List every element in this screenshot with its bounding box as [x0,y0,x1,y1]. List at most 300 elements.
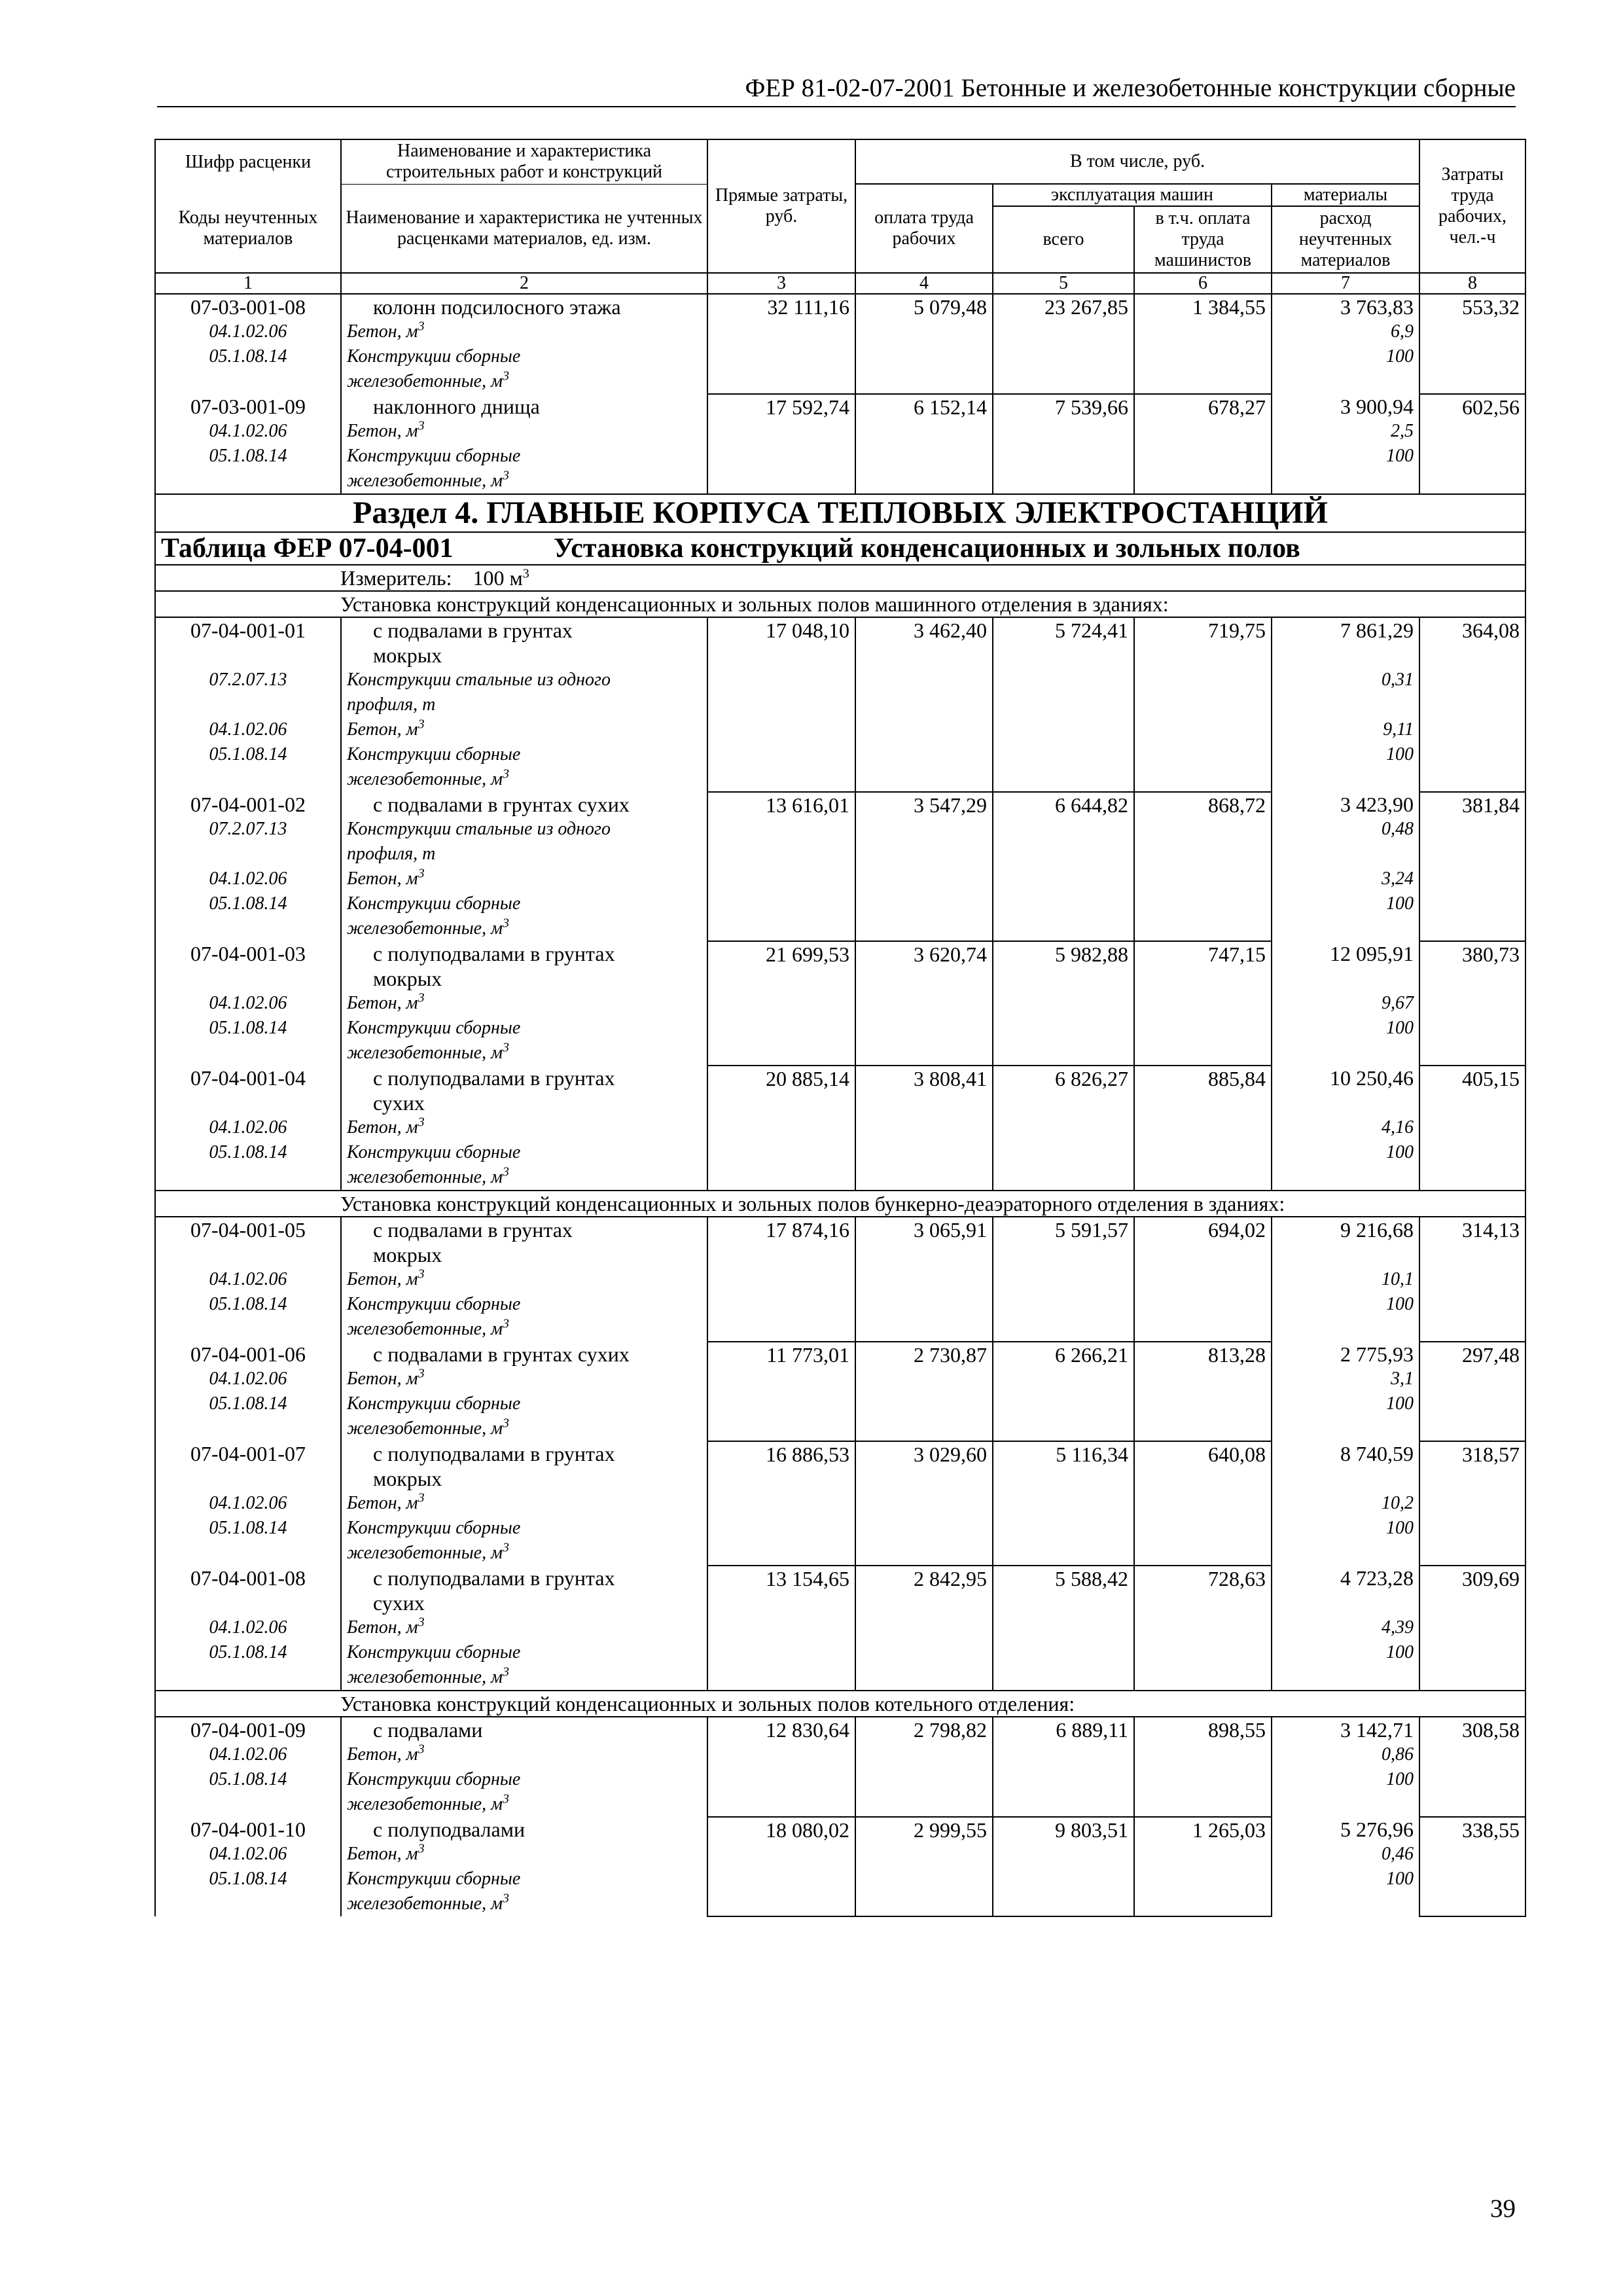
unit-sup: 3 [502,1541,509,1555]
material-code: 05.1.08.14 [209,744,287,764]
materials-cell [1272,1491,1419,1516]
material-code: 05.1.08.14 [209,893,287,914]
work-name: с подвалами в грунтах [373,619,573,642]
rate-code-cell [155,1090,341,1115]
work-name-cell [341,1016,707,1041]
materials-cell [1272,668,1419,692]
work-name-cell [341,1817,707,1842]
measure-sup: 3 [522,566,529,581]
table-row [155,294,1525,319]
material-name: профиля, т [347,844,436,864]
value-labor: 405,15 [1419,1066,1525,1191]
rate-code-cell [155,692,341,717]
rate-code-cell [155,1892,341,1916]
work-name-cell [341,1292,707,1317]
value-labor: 309,69 [1419,1566,1525,1691]
col-num: 3 [707,273,855,294]
material-qty: 100 [1386,893,1414,914]
value-direct: 13 616,01 [707,792,855,941]
unit-sup: 3 [502,369,509,384]
materials-cell [1272,842,1419,867]
work-name: с подвалами в грунтах сухих [373,1342,630,1366]
material-name: железобетонные, м [347,918,503,939]
rate-code-cell [155,1416,341,1441]
work-name-cont: мокрых [373,1243,442,1266]
work-name-cell [341,916,707,941]
work-name-cell [341,469,707,494]
value-machw: 813,28 [1134,1342,1272,1441]
material-name: Бетон, м [347,421,418,441]
table-row [155,1566,1525,1590]
col-machines-wages: в т.ч. оплата труда машинистов [1134,206,1272,273]
material-name: Бетон, м [347,869,418,889]
measure-row [155,565,1525,591]
work-name-cell [341,1140,707,1165]
rate-code-cell [155,966,341,991]
rate-code-cell [155,842,341,867]
value-machw: 678,27 [1134,394,1272,494]
value-mach: 23 267,85 [993,294,1134,394]
rate-code: 07-04-001-05 [190,1218,306,1242]
col-materials-sub: расход неучтенных материалов [1272,206,1419,273]
material-code: 05.1.08.14 [209,1142,287,1162]
col-code-top: Шифр расценки [155,139,341,184]
materials-cell [1272,1066,1419,1090]
material-name: железобетонные, м [347,769,503,789]
rate-code: 07-04-001-04 [190,1066,306,1090]
value-direct: 17 874,16 [707,1217,855,1342]
measure-label: Измеритель: [340,566,452,590]
materials-cell [1272,1742,1419,1767]
material-code: 04.1.02.06 [209,869,287,889]
materials-cell [1272,1441,1419,1466]
work-name-cell [341,617,707,643]
materials-cell [1272,792,1419,817]
work-name-cell [341,444,707,469]
rate-code-cell [155,1717,341,1742]
value-machw: 1 384,55 [1134,294,1272,394]
work-name: с полуподвалами в грунтах [373,1442,615,1465]
work-name-cell [341,668,707,692]
value-direct: 13 154,65 [707,1566,855,1691]
material-qty: 0,86 [1382,1744,1414,1765]
table-row [155,1217,1525,1242]
col-num: 2 [341,273,707,294]
work-name-cell [341,767,707,792]
work-name-cell [341,344,707,369]
value-direct: 17 592,74 [707,394,855,494]
unit-sup: 3 [502,1792,509,1806]
rate-code-cell [155,1041,341,1066]
col-incl: В том числе, руб. [855,139,1419,184]
material-code: 04.1.02.06 [209,1617,287,1638]
material-name: Конструкции сборные [347,346,521,367]
value-mat: 8 740,59 [1340,1442,1414,1465]
materials-cell [1272,916,1419,941]
materials-cell [1272,1867,1419,1892]
work-name-cell [341,991,707,1016]
material-qty: 9,67 [1382,993,1414,1013]
material-qty: 0,48 [1382,819,1414,839]
work-name-cell [341,419,707,444]
table-title-row [155,532,1525,565]
value-direct: 16 886,53 [707,1441,855,1566]
material-code: 05.1.08.14 [209,446,287,466]
material-qty: 0,31 [1382,670,1414,690]
work-name-cell [341,1717,707,1742]
work-name-cell [341,742,707,767]
material-name: железобетонные, м [347,1893,503,1914]
material-name: железобетонные, м [347,471,503,491]
work-name: колонн подсилосного этажа [373,295,621,319]
material-name: Бетон, м [347,1844,418,1864]
table-row [155,792,1525,817]
unit-sup: 3 [502,1416,509,1431]
material-name: Конструкции сборные [347,1142,521,1162]
unit-sup: 3 [418,717,425,732]
rate-code-cell [155,369,341,394]
unit-sup: 3 [418,1742,425,1757]
unit-sup: 3 [418,1842,425,1856]
work-name-cont: сухих [373,1091,425,1115]
rate-code-cell [155,1541,341,1566]
work-name: с полуподвалами [373,1818,526,1841]
value-labor: 364,08 [1419,617,1525,792]
rate-code-cell [155,668,341,692]
work-name-cont: мокрых [373,643,442,667]
work-name-cell [341,369,707,394]
work-name-cell [341,867,707,891]
rate-code-cell [155,1267,341,1292]
table-title: Установка конструкций конденсационных и зольных полов [554,533,1300,564]
work-name-cell [341,792,707,817]
col-wages: оплата труда рабочих [855,184,993,273]
col-num: 7 [1272,273,1419,294]
materials-cell [1272,419,1419,444]
material-code: 04.1.02.06 [209,1493,287,1513]
materials-cell [1272,1016,1419,1041]
materials-cell [1272,1140,1419,1165]
rate-code: 07-04-001-01 [190,619,306,642]
unit-sup: 3 [418,1491,425,1505]
work-name-cell [341,717,707,742]
material-name: Конструкции сборные [347,744,521,764]
col-machines: эксплуатация машин [993,184,1272,206]
material-code: 04.1.02.06 [209,1744,287,1765]
rate-code-cell [155,419,341,444]
col-num: 8 [1419,273,1525,294]
material-name: Конструкции сборные [347,1294,521,1314]
material-code: 05.1.08.14 [209,1769,287,1789]
material-name: Бетон, м [347,321,418,342]
value-mach: 9 803,51 [993,1817,1134,1916]
materials-cell [1272,1842,1419,1867]
materials-cell [1272,444,1419,469]
table-row [155,1817,1525,1842]
rate-code-cell [155,1342,341,1367]
material-name: Конструкции стальные из одного [347,670,611,690]
rate-code-cell [155,1742,341,1767]
material-name: Бетон, м [347,993,418,1013]
value-direct: 18 080,02 [707,1817,855,1916]
work-name-cell [341,1066,707,1090]
value-direct: 12 830,64 [707,1717,855,1817]
value-machw: 1 265,03 [1134,1817,1272,1916]
rows-group-1 [155,617,1525,1191]
rate-code-cell [155,991,341,1016]
material-code: 04.1.02.06 [209,1269,287,1289]
work-name-cell [341,1590,707,1615]
work-name-cell [341,966,707,991]
rate-code: 07-04-001-07 [190,1442,306,1465]
col-labor: Затраты труда рабочих, чел.-ч [1419,139,1525,273]
work-name-cell [341,817,707,842]
material-qty: 100 [1386,1393,1414,1414]
value-mat: 9 216,68 [1340,1218,1414,1242]
material-code: 05.1.08.14 [209,1642,287,1662]
material-code: 04.1.02.06 [209,1117,287,1138]
value-wages: 3 808,41 [855,1066,993,1191]
material-code: 05.1.08.14 [209,1518,287,1538]
unit-sup: 3 [418,319,425,334]
materials-cell [1272,717,1419,742]
materials-cell [1272,294,1419,319]
material-name: Бетон, м [347,719,418,740]
work-name-cell [341,1391,707,1416]
materials-cell [1272,1566,1419,1590]
work-name-cell [341,1317,707,1342]
material-qty: 3,1 [1391,1369,1414,1389]
material-name: Конструкции сборные [347,893,521,914]
material-name: железобетонные, м [347,1543,503,1563]
value-machw: 719,75 [1134,617,1272,792]
value-direct: 32 111,16 [707,294,855,394]
col-direct: Прямые затраты, руб. [707,139,855,273]
rate-code-cell [155,469,341,494]
work-name-cell [341,643,707,668]
material-qty: 100 [1386,1518,1414,1538]
work-name-cell [341,1441,707,1466]
rate-code-cell [155,941,341,966]
work-name-cell [341,394,707,419]
value-mat: 5 276,96 [1340,1818,1414,1841]
material-qty: 0,46 [1382,1844,1414,1864]
rate-code-cell [155,792,341,817]
material-code: 05.1.08.14 [209,1869,287,1889]
materials-cell [1272,1115,1419,1140]
materials-cell [1272,344,1419,369]
rate-code-cell [155,1516,341,1541]
materials-cell [1272,767,1419,792]
rate-code: 07-04-001-02 [190,793,306,816]
value-mach: 5 588,42 [993,1566,1134,1691]
value-wages: 3 547,29 [855,792,993,941]
material-name: Конструкции сборные [347,446,521,466]
materials-cell [1272,319,1419,344]
table-row [155,1441,1525,1466]
value-mach: 6 644,82 [993,792,1134,941]
value-wages: 2 730,87 [855,1342,993,1441]
material-name: Бетон, м [347,1117,418,1138]
material-name: железобетонные, м [347,1667,503,1687]
materials-cell [1272,1317,1419,1342]
work-name-cell [341,842,707,867]
unit-sup: 3 [502,916,509,931]
material-qty: 100 [1386,744,1414,764]
work-name: с полуподвалами в грунтах [373,942,615,965]
materials-cell [1272,1416,1419,1441]
value-machw: 747,15 [1134,941,1272,1066]
rate-code-cell [155,767,341,792]
work-name-cell [341,1516,707,1541]
material-qty: 100 [1386,1142,1414,1162]
materials-cell [1272,1767,1419,1792]
materials-cell [1272,1466,1419,1491]
materials-cell [1272,1267,1419,1292]
material-name: железобетонные, м [347,1418,503,1439]
materials-cell [1272,1090,1419,1115]
unit-sup: 3 [418,1267,425,1282]
rate-code: 07-04-001-10 [190,1818,306,1841]
work-name-cell [341,941,707,966]
rate-code-cell [155,1317,341,1342]
value-wages: 6 152,14 [855,394,993,494]
work-name-cont: мокрых [373,967,442,990]
value-mat: 3 763,83 [1340,295,1414,319]
table-row [155,1066,1525,1090]
work-name-cell [341,1867,707,1892]
rate-code: 07-03-001-08 [190,295,306,319]
materials-cell [1272,617,1419,643]
col-name-top: Наименование и характеристика строительных работ и конструкций [341,139,707,184]
section-heading [155,494,1525,617]
rate-code-cell [155,1615,341,1640]
rate-code-cell [155,1842,341,1867]
value-mat: 3 900,94 [1340,395,1414,418]
col-num: 4 [855,273,993,294]
materials-cell [1272,1590,1419,1615]
unit-sup: 3 [502,1317,509,1331]
rate-code-cell [155,1140,341,1165]
materials-cell [1272,891,1419,916]
table-row [155,1342,1525,1367]
rate-code-cell [155,1016,341,1041]
work-name-cell [341,891,707,916]
material-name: Бетон, м [347,1269,418,1289]
rate-code-cell [155,1491,341,1516]
value-direct: 21 699,53 [707,941,855,1066]
rows-group-2 [155,1217,1525,1691]
work-name-cell [341,1792,707,1817]
unit-sup: 3 [418,1367,425,1381]
value-direct: 17 048,10 [707,617,855,792]
value-labor: 297,48 [1419,1342,1525,1441]
materials-cell [1272,1041,1419,1066]
rows-section-3 [155,294,1525,494]
material-name: Конструкции стальные из одного [347,819,611,839]
materials-cell [1272,817,1419,842]
work-name-cell [341,1767,707,1792]
materials-cell [1272,1792,1419,1817]
group-heading: Установка конструкций конденсационных и зольных полов машинного отделения в зданиях: [155,591,1525,617]
value-wages: 3 065,91 [855,1217,993,1342]
group-heading: Установка конструкций конденсационных и зольных полов котельного отделения: [155,1691,1525,1717]
value-mach: 5 982,88 [993,941,1134,1066]
rate-code-cell [155,1242,341,1267]
value-mach: 5 116,34 [993,1441,1134,1566]
page-number: 39 [1490,2195,1516,2223]
value-machw: 885,84 [1134,1066,1272,1191]
rate-code-cell [155,617,341,643]
rate-code-cell [155,1640,341,1665]
rate-code-cell [155,916,341,941]
materials-cell [1272,867,1419,891]
material-name: железобетонные, м [347,1043,503,1063]
work-name: с подвалами [373,1718,483,1742]
value-labor: 338,55 [1419,1817,1525,1916]
work-name: с полуподвалами в грунтах [373,1566,615,1590]
material-qty: 10,1 [1382,1269,1414,1289]
work-name: с подвалами в грунтах сухих [373,793,630,816]
material-code: 04.1.02.06 [209,1844,287,1864]
material-name: железобетонные, м [347,1319,503,1339]
materials-cell [1272,1165,1419,1191]
rate-code-cell [155,1867,341,1892]
rate-code-cell [155,1217,341,1242]
unit-sup: 3 [502,469,509,483]
col-machines-total: всего [993,206,1134,273]
work-name-cell [341,1041,707,1066]
rate-code-cell [155,444,341,469]
unit-sup: 3 [502,1892,509,1906]
material-qty: 2,5 [1391,421,1414,441]
work-name-cont: мокрых [373,1467,442,1490]
materials-cell [1272,1817,1419,1842]
unit-sup: 3 [418,419,425,433]
value-wages: 2 842,95 [855,1566,993,1691]
measure-value: 100 м [473,566,523,590]
work-name-cell [341,1416,707,1441]
rate-code: 07-04-001-06 [190,1342,306,1366]
col-num: 5 [993,273,1134,294]
rate-code: 07-03-001-09 [190,395,306,418]
work-name-cell [341,319,707,344]
work-name-cell [341,1267,707,1292]
material-code: 04.1.02.06 [209,321,287,342]
value-mach: 5 724,41 [993,617,1134,792]
section-title: Раздел 4. ГЛАВНЫЕ КОРПУСА ТЕПЛОВЫХ ЭЛЕКТРОСТАНЦИЙ [155,494,1525,532]
unit-sup: 3 [418,1615,425,1630]
material-code: 04.1.02.06 [209,1369,287,1389]
materials-cell [1272,1717,1419,1742]
material-qty: 3,24 [1382,869,1414,889]
materials-cell [1272,1892,1419,1916]
material-qty: 100 [1386,446,1414,466]
value-mat: 4 723,28 [1340,1566,1414,1590]
material-qty: 4,16 [1382,1117,1414,1138]
materials-cell [1272,394,1419,419]
unit-sup: 3 [418,1115,425,1130]
value-labor: 318,57 [1419,1441,1525,1566]
work-name: с полуподвалами в грунтах [373,1066,615,1090]
work-name-cell [341,1090,707,1115]
materials-cell [1272,1541,1419,1566]
material-qty: 100 [1386,1769,1414,1789]
material-code: 04.1.02.06 [209,719,287,740]
work-name-cont: сухих [373,1591,425,1615]
value-labor: 314,13 [1419,1217,1525,1342]
rate-code-cell [155,867,341,891]
